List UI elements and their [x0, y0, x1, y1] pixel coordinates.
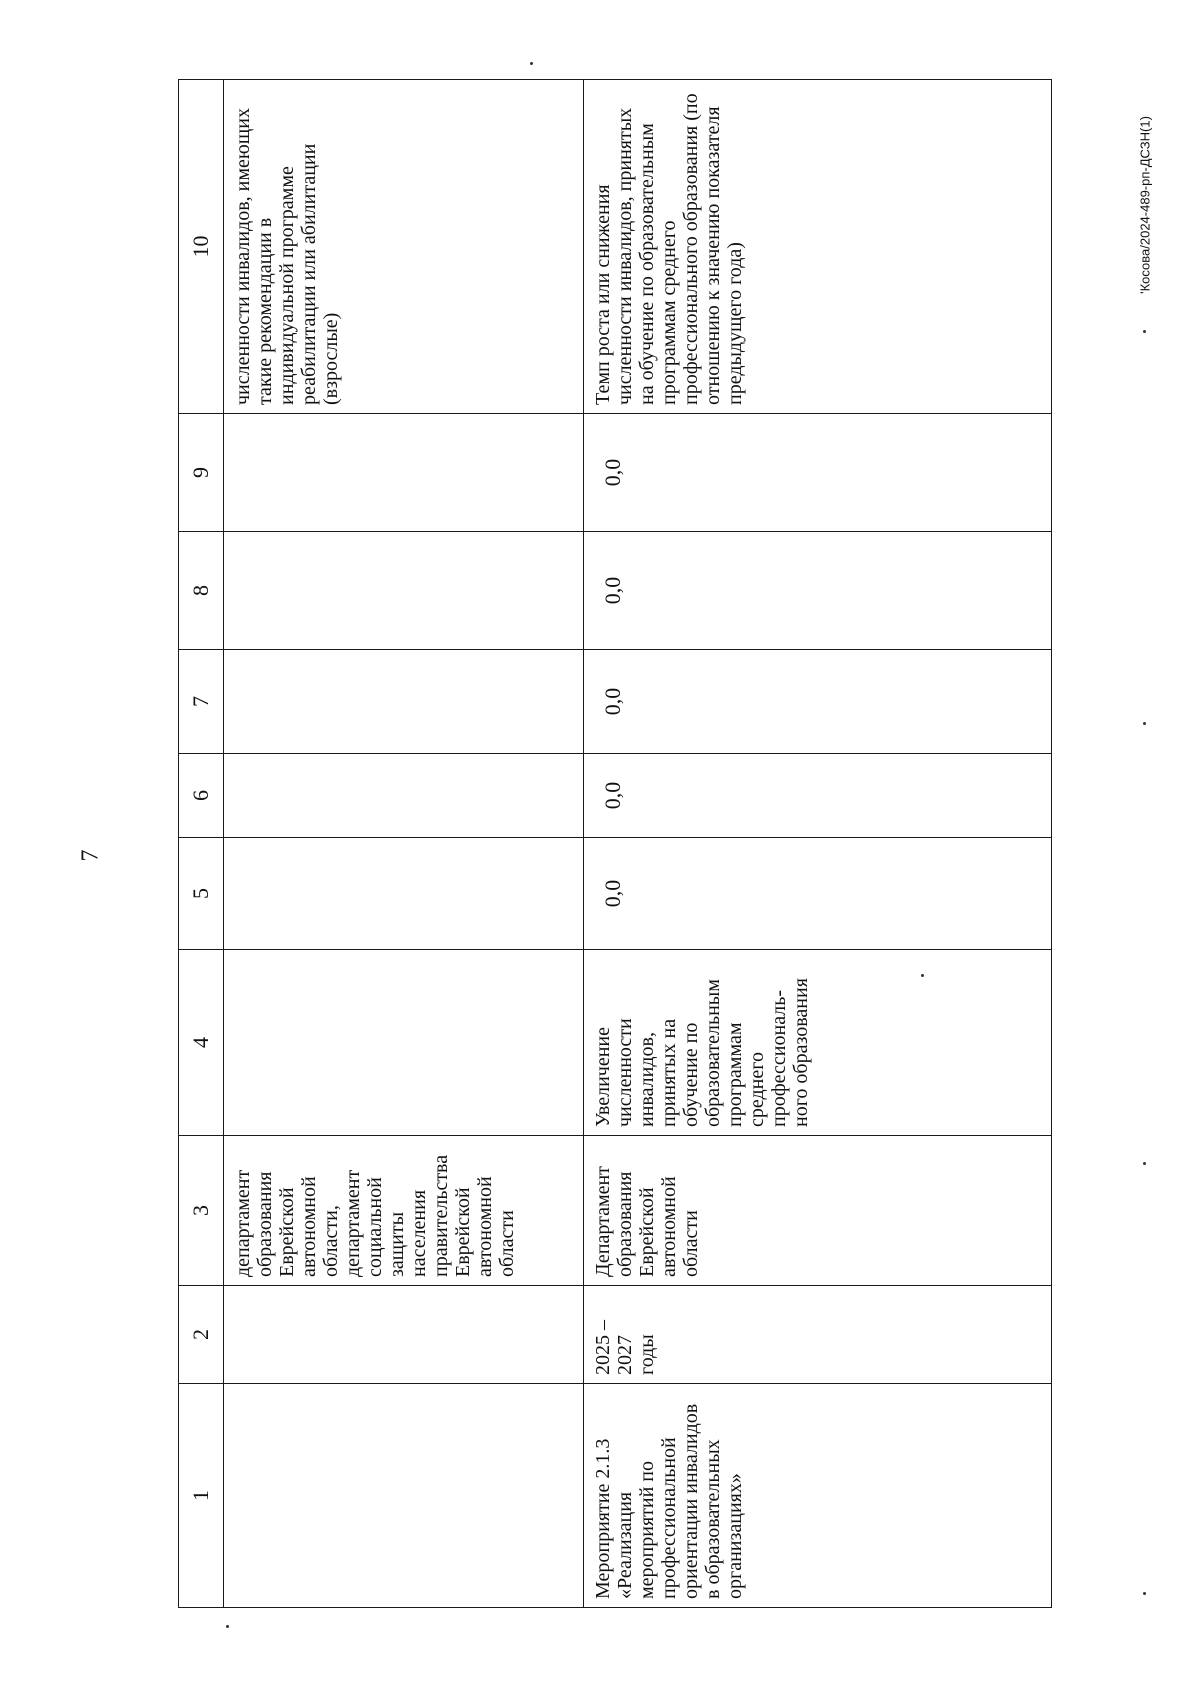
row1-executor-text: департамент образования Еврейской автономной области, департамент социальной защиты населения правительства Еврейской автономной области — [232, 1154, 518, 1277]
row2-measure-cell — [584, 1384, 1052, 1608]
row2-result-text: Увеличение численности инвалидов, принятых на обучение по образовательным программам среднего профессиональ-ного образования — [592, 978, 812, 1127]
row2-indicator-text: Темп роста или снижения численности инвалидов, принятых на обучение по образовательным программам среднего профессионального образования (по отношению к значению показателя предыдущего года) — [592, 93, 746, 405]
row1-value-5 — [224, 838, 584, 950]
header-col-5: 5 — [179, 838, 224, 950]
row2-value-6-text: 0,0 — [600, 781, 625, 810]
row1-executor-cell — [224, 1136, 584, 1286]
row2-value-6 — [584, 754, 1052, 838]
row2-value-5 — [584, 838, 1052, 950]
row1-indicator-text: численности инвалидов, имеющих такие рекомендации в индивидуальной программе реабилитации или абилитации (взрослые) — [232, 108, 342, 405]
header-col-6: 6 — [179, 754, 224, 838]
row2-indicator-cell — [584, 80, 1052, 414]
table-row — [584, 80, 1052, 1608]
scan-speck — [1143, 722, 1146, 725]
row2-value-9-text: 0,0 — [600, 458, 625, 487]
row2-value-9 — [584, 414, 1052, 532]
table-row — [224, 80, 584, 1608]
row2-value-8-text: 0,0 — [600, 576, 625, 605]
scan-speck — [1143, 1162, 1146, 1165]
row1-value-6 — [224, 754, 584, 838]
row1-period-cell — [224, 1286, 584, 1384]
header-col-9: 9 — [179, 414, 224, 532]
row2-result-cell — [584, 950, 1052, 1136]
scan-speck — [1143, 330, 1146, 333]
row1-measure-cell — [224, 1384, 584, 1608]
row2-period-cell — [584, 1286, 1052, 1384]
header-col-4: 4 — [179, 950, 224, 1136]
scan-speck — [226, 1625, 229, 1628]
row2-executor-text: Департамент образования Еврейской автономной области — [592, 1166, 702, 1277]
row2-value-7-text: 0,0 — [600, 687, 625, 716]
row1-value-9 — [224, 414, 584, 532]
row2-value-5-text: 0,0 — [600, 879, 625, 908]
header-col-7: 7 — [179, 650, 224, 754]
header-row — [179, 80, 224, 1608]
row2-executor-cell — [584, 1136, 1052, 1286]
scan-speck — [921, 974, 924, 977]
scan-speck — [1143, 1592, 1146, 1595]
row2-value-7 — [584, 650, 1052, 754]
header-col-3: 3 — [179, 1136, 224, 1286]
row1-result-cell — [224, 950, 584, 1136]
header-col-1: 1 — [179, 1384, 224, 1608]
row1-value-7 — [224, 650, 584, 754]
scan-speck — [530, 62, 533, 65]
row1-indicator-cell — [224, 80, 584, 414]
document-code: 'Косова/2024-489-рп-ДСЗН(1) — [1137, 116, 1153, 294]
row2-value-8 — [584, 532, 1052, 650]
header-col-10: 10 — [179, 80, 224, 414]
header-col-2: 2 — [179, 1286, 224, 1384]
row2-measure-text: Мероприятие 2.1.3 «Реализация мероприятий по профессиональной ориентации инвалидов в образовательных организациях» — [592, 1403, 746, 1599]
row2-period-text: 2025 – 2027 годы — [592, 1320, 658, 1375]
measures-table — [178, 79, 1052, 1608]
row1-value-8 — [224, 532, 584, 650]
header-col-8: 8 — [179, 532, 224, 650]
page-number: 7 — [77, 849, 104, 862]
table-container — [178, 80, 1052, 1608]
